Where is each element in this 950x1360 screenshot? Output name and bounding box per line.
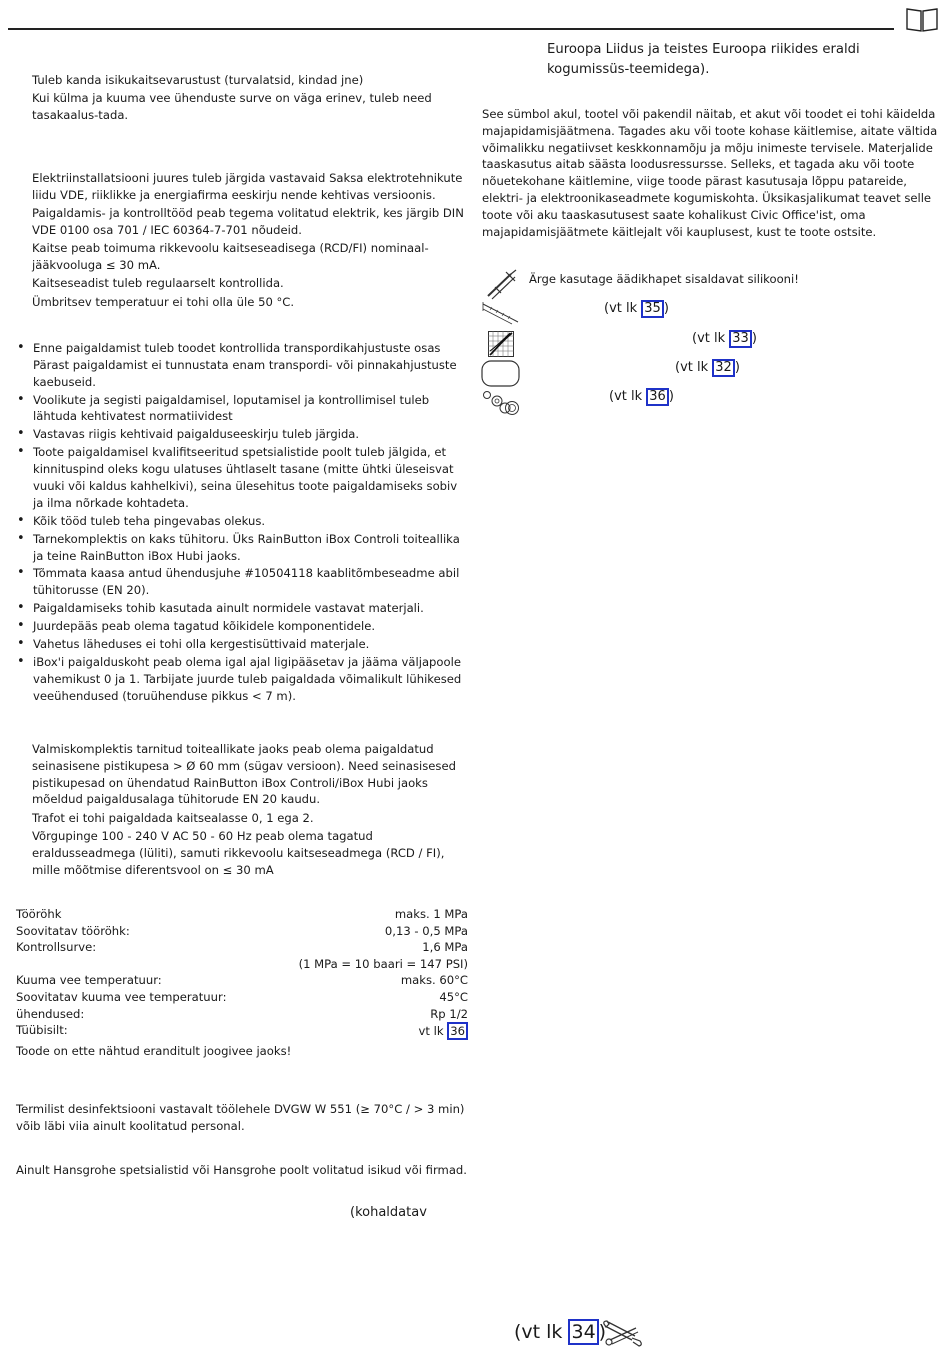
tech-row — [16, 1006, 468, 1023]
tech-label: Soovitatav kuuma vee temperatuur: — [16, 989, 227, 1004]
header-rule — [8, 28, 894, 30]
page-link-36[interactable]: 36 — [447, 1022, 468, 1040]
flow-diagram-icon — [488, 331, 514, 357]
tech-row — [16, 956, 468, 973]
electrical-text-5: Ümbritsev temperatuur ei tohi olla üle 50 °C. — [32, 294, 295, 309]
power-text-3: Võrgupinge 100 - 240 V AC 50 - 60 Hz peab olema tagatud eraldusseadmega (lüliti), samuti rikkevoolu kaitseseadmega (RCD / FI), mille mõõtmise diferentsvool on ≤ 30 mA — [32, 828, 445, 877]
ref-suffix: ) — [734, 360, 740, 375]
ref-prefix: (vt lk — [675, 360, 709, 375]
service-text: Ainult Hansgrohe spetsialistid või Hansgrohe poolt volitatud isikud või firmad. — [16, 1163, 467, 1177]
list-item: • Juurdepääs peab olema tagatud kõikidele komponentidele. — [16, 618, 468, 635]
list-item: • Tõmmata kaasa antud ühendusjuhe #10504118 kaablitõmbeseadme abil tühitorusse (EN 20). — [16, 565, 468, 599]
type-plate-ref-prefix: vt lk — [418, 1024, 444, 1039]
tech-label: Kuuma vee temperatuur: — [16, 973, 162, 988]
ref-prefix: (vt lk — [692, 331, 726, 346]
ref-suffix: ) — [668, 389, 674, 404]
ref-prefix: (vt lk — [514, 1321, 563, 1343]
ref-flow-diagram — [692, 330, 757, 348]
tech-value: 45°C — [439, 989, 468, 1004]
ref-suffix: ) — [598, 1321, 607, 1343]
power-section — [32, 741, 468, 880]
list-item: • Enne paigaldamist tuleb toodet kontrollida transpordikahjustuste osas Pärast paigaldamist ei tunnustata enam transpordi- või pinnakahjustuste kaebuseid. — [16, 340, 468, 390]
ref-spare-parts — [609, 388, 674, 406]
ref-suffix: ) — [663, 301, 669, 316]
safety-section — [32, 72, 468, 125]
silicone-warning: Ärge kasutage äädikhapet sisaldavat silikooni! — [529, 272, 799, 286]
list-item: • Vahetus läheduses ei tohi olla kergestisüttivaid materjale. — [16, 636, 468, 653]
tech-value: Rp 1/2 — [430, 1006, 468, 1021]
book-icon — [906, 7, 938, 33]
list-item: • Voolikute ja segisti paigaldamisel, loputamisel ja kontrollimisel tuleb lähtuda kehtivatest normatiividest — [16, 392, 468, 426]
tech-value: 1,6 MPa — [422, 940, 468, 955]
electrical-section — [32, 170, 468, 312]
tech-value: (1 MPa = 10 baari = 147 PSI) — [298, 956, 468, 971]
ref-suffix: ) — [751, 331, 757, 346]
tech-value: maks. 60°C — [400, 973, 468, 988]
ref-prefix: (vt lk — [604, 301, 638, 316]
page-link-36[interactable]: 36 — [646, 388, 669, 406]
tech-label: Tööröhk — [16, 907, 62, 921]
battery-disposal-text: See sümbol akul, tootel või pakendil näitab, et akut või toodet ei tohi käidelda majapidamisjäätmena. Tagades aku või toote kohase käitlemise, aitate vältida võimalikku negatiivset keskkonnamõju ja mõju inimeste tervisele. Materjalide taaskasutus aitab säästa loodusressursse. Selleks, et tagada aku või toote nõuetekohane käitlemine, viige toode pärast kasutusaja lõppu patareide, elektri- ja elektroonikaseadmete kogumiskohta. Üksikasjalikumat teavet selle toote või aku taaskasutusest saate kohalikust Civic Office'ist, oma majapidamisjäätmete käitlejalt või kauplusest, kust te toote ostsite. — [482, 107, 938, 239]
ref-cleaning — [675, 359, 740, 377]
tech-label: Soovitatav tööröhk: — [16, 923, 130, 938]
tech-value — [419, 1022, 468, 1039]
list-item: • Kõik tööd tuleb teha pingevabas olekus. — [16, 513, 468, 530]
page-link-35[interactable]: 35 — [641, 300, 664, 318]
list-item: • Vastavas riigis kehtivaid paigalduseeskirju tuleb järgida. — [16, 426, 468, 443]
list-item: • Toote paigaldamisel kvalifitseeritud spetsialistide poolt tuleb jälgida, et kinnituspind oleks kogu ulatuses ühtlaselt tasane (mitte ühtki üleseisvat vuuki või kaldus kahhelkivi), seina ülesehitus toote paigaldamiseks sobiv ja ilma nõrkade kohtadeta. — [16, 444, 468, 511]
tech-value: maks. 1 MPa — [394, 907, 468, 921]
weee-continuation: Euroopa Liidus ja teistes Euroopa riikides eraldi kogumissüs-teemidega). — [547, 42, 860, 77]
installation-section — [16, 340, 468, 706]
tech-label: ühendused: — [16, 1006, 85, 1021]
tech-row — [16, 1022, 468, 1039]
technical-data — [16, 906, 468, 1062]
list-item: • Paigaldamiseks tohib kasutada ainult normidele vastavat materjali. — [16, 600, 468, 617]
electrical-text-1: Elektriinstallatsiooni juures tuleb järgida vastavaid Saksa elektrotehnikute liidu VDE, riiklikke ja energiafirma eeskirju nende kehtivas versioonis. — [32, 171, 463, 202]
tech-row — [16, 972, 468, 989]
page-link-32[interactable]: 32 — [712, 359, 735, 377]
cleaning-icon — [481, 360, 521, 388]
tech-label: Kontrollsurve: — [16, 940, 97, 955]
safety-text-1: Tuleb kanda isikukaitsevarustust (turvalatsid, kindad jne) — [32, 73, 364, 87]
tech-label: Tüübisilt: — [16, 1023, 68, 1038]
tech-row — [16, 906, 468, 923]
ref-prefix: (vt lk — [609, 389, 643, 404]
ref-installation — [514, 1319, 606, 1345]
ref-dimensions — [604, 300, 669, 318]
silicone-gun-icon — [484, 268, 518, 300]
tech-row — [16, 923, 468, 940]
electrical-text-3: Kaitse peab toimuma rikkevoolu kaitseseadisega (RCD/FI) nominaal-jääkvooluga ≤ 30 mA. — [32, 241, 429, 272]
tech-row — [16, 989, 468, 1006]
tech-row — [16, 939, 468, 956]
tech-value: 0,13 - 0,5 MPa — [384, 923, 468, 938]
drinking-water-note: Toode on ette nähtud eranditult joogivee jaoks! — [16, 1043, 292, 1058]
wrench-icon — [602, 1320, 644, 1348]
power-text-2: Trafot ei tohi paigaldada kaitsealasse 0, 1 ega 2. — [32, 810, 314, 825]
safety-text-2: Kui külma ja kuuma vee ühenduste surve on väga erinev, tuleb need tasakaalus-tada. — [32, 91, 432, 123]
dimension-drawing-icon — [482, 301, 520, 325]
list-item: • Tarnekomplektis on kaks tühitoru. Üks RainButton iBox Controli toiteallika ja teine RainButton iBox Hubi jaoks. — [16, 531, 468, 565]
spare-parts-icon — [482, 390, 522, 418]
page-link-33[interactable]: 33 — [729, 330, 752, 348]
applicable-text: (kohaldatav — [350, 1205, 427, 1220]
disinfection-text: Termilist desinfektsiooni vastavalt töölehele DVGW W 551 (≥ 70°C / > 3 min) võib läbi viia ainult koolitatud personal. — [16, 1102, 465, 1133]
power-text-1: Valmiskomplektis tarnitud toiteallikate jaoks peab olema paigaldatud seinasisene pistikupesa > Ø 60 mm (sügav versioon). Need seinasisesed pistikupesad on ühendatud RainButton iBox Controli/iBox Hubi jaoks mõeldud paigaldusalaga tühitorude EN 20 kaudu. — [32, 742, 456, 807]
page-link-34[interactable]: 34 — [568, 1319, 598, 1345]
list-item: • iBox'i paigalduskoht peab olema igal ajal ligipääsetav ja jääma väljapoole vahemikust 0 ja 1. Tarbijate juurde tuleb paigaldada võimalikult lühikesed veeühendused (toruühenduse pikkus < 7 m). — [16, 654, 468, 704]
electrical-text-4: Kaitseseadist tuleb regulaarselt kontrollida. — [32, 276, 284, 291]
electrical-text-2: Paigaldamis- ja kontrolltööd peab tegema volitatud elektrik, kes järgib DIN VDE 0100 osa 701 / IEC 60364-7-701 nõudeid. — [32, 206, 464, 237]
